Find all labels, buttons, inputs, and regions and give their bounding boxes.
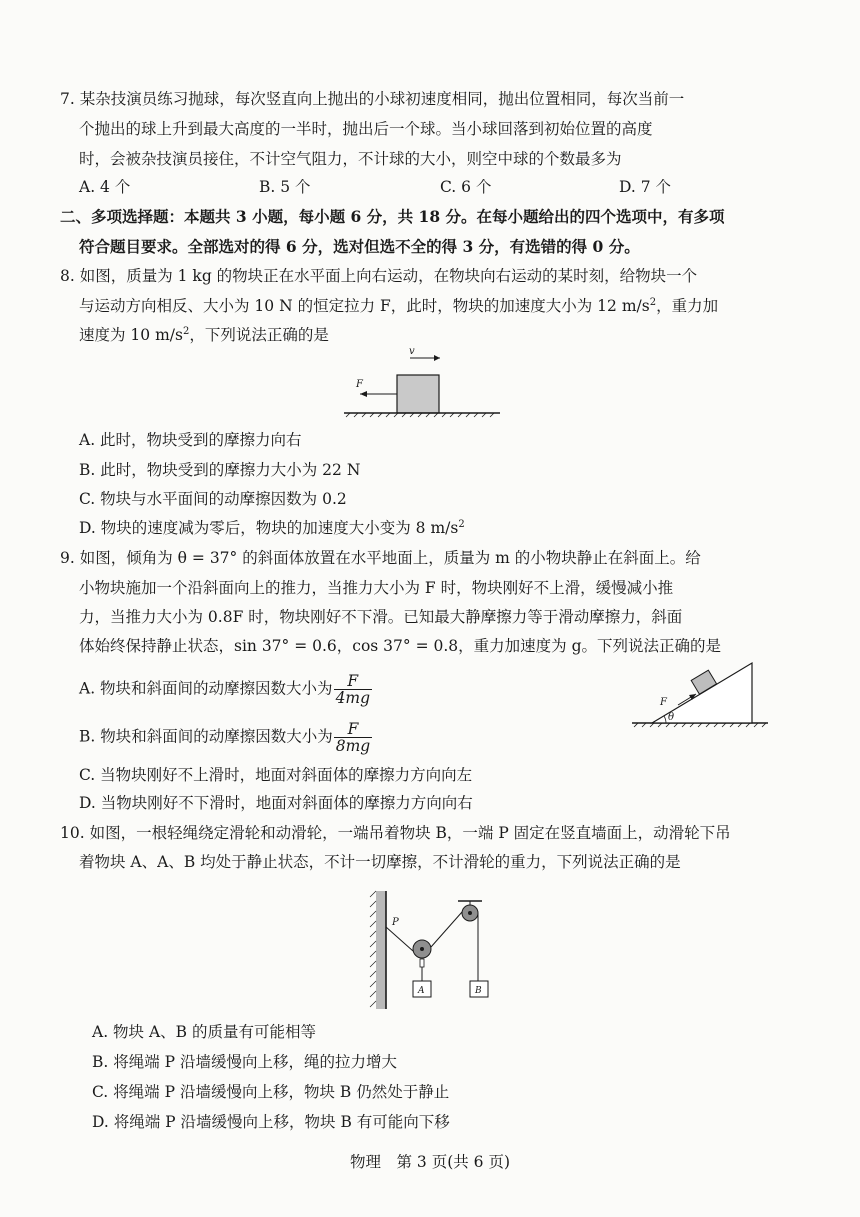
q7-stem-line-2: 个抛出的球上升到最大高度的一半时，抛出后一个球。当小球回落到初始位置的高度 xyxy=(79,120,653,138)
q10-point-p-label: P xyxy=(392,917,399,928)
q10-option-d: D. 将绳端 P 沿墙缓慢向上移，物块 B 有可能向下移 xyxy=(92,1113,450,1131)
q9-stem-line-3: 力，当推力大小为 0.8F 时，物块刚好不下滑。已知最大静摩擦力等于滑动摩擦力，斜面 xyxy=(79,608,683,626)
q8-force-label: F xyxy=(356,379,363,390)
q10-block-a-label: A xyxy=(418,986,425,996)
q10-option-a: A. 物块 A、B 的质量有可能相等 xyxy=(92,1023,316,1041)
q8-option-c: C. 物块与水平面间的动摩擦因数为 0.2 xyxy=(79,490,347,508)
q10-block-b-label: B xyxy=(475,986,482,996)
q9-angle-label: θ xyxy=(668,712,675,723)
q8-option-d: D. 物块的速度减为零后，物块的加速度大小变为 8 $m/s^2$ xyxy=(79,518,465,537)
q10-option-c: C. 将绳端 P 沿墙缓慢向上移，物块 B 仍然处于静止 xyxy=(92,1083,450,1101)
q8-stem-line-2: 与运动方向相反、大小为 10 N 的恒定拉力 F，此时，物块的加速度大小为 12 $m/s^2$，重力加 xyxy=(79,296,719,315)
q7-option-d: D. 7 个 xyxy=(619,178,672,196)
q7-stem-line-1: 7. 某杂技演员练习抛球，每次竖直向上抛出的小球初速度相同，抛出位置相同，每次当前一 xyxy=(60,90,685,108)
q10-option-b: B. 将绳端 P 沿墙缓慢向上移，绳的拉力增大 xyxy=(92,1053,398,1071)
q9-stem-line-4: 体始终保持静止状态，sin 37° = 0.6，cos 37° = 0.8，重力加速度为 g。下列说法正确的是 xyxy=(79,637,721,655)
q10-stem-line-2: 着物块 A、A、B 均处于静止状态，不计一切摩擦，不计滑轮的重力，下列说法正确的是 xyxy=(79,853,681,871)
q9-incline-figure xyxy=(630,660,770,736)
q10-pulley-figure xyxy=(370,885,510,1015)
q9-stem-line-2: 小物块施加一个沿斜面向上的推力，当推力大小为 F 时，物块刚好不上滑，缓慢减小推 xyxy=(79,579,674,597)
q9-stem-line-1: 9. 如图，倾角为 θ = 37° 的斜面体放置在水平地面上，质量为 m 的小物块静止在斜面上。给 xyxy=(60,549,701,567)
q9-force-label: F xyxy=(660,697,667,708)
q9-option-b: B. 物块和斜面间的动摩擦因数大小为 $\frac{F}{8mg}$ xyxy=(79,720,371,755)
q7-option-c: C. 6 个 xyxy=(440,178,492,196)
q9-option-a-fraction: $\frac{F}{4mg}$ xyxy=(335,672,371,707)
q7-stem-line-3: 时，会被杂技演员接住，不计空气阻力，不计球的大小，则空中球的个数最多为 xyxy=(79,150,622,168)
q8-stem-line-3: 速度为 10 $m/s^2$，下列说法正确的是 xyxy=(79,325,329,344)
q9-option-c: C. 当物块刚好不上滑时，地面对斜面体的摩擦力方向向左 xyxy=(79,766,473,784)
q8-stem-line-1: 8. 如图，质量为 1 kg 的物块正在水平面上向右运动，在物块向右运动的某时刻，给物块一个 xyxy=(60,267,698,285)
q8-option-b: B. 此时，物块受到的摩擦力大小为 22 N xyxy=(79,461,361,479)
q8-option-a: A. 此时，物块受到的摩擦力向右 xyxy=(79,431,302,449)
q8-velocity-label: v xyxy=(409,346,415,357)
q9-option-a: A. 物块和斜面间的动摩擦因数大小为 $\frac{F}{4mg}$ xyxy=(79,672,371,707)
section-2-heading-line-1: 二、多项选择题：本题共 3 小题，每小题 6 分，共 18 分。在每小题给出的四个选项中，有多项 xyxy=(60,207,725,226)
page-footer: 物理 第 3 页(共 6 页) xyxy=(349,1153,511,1171)
q7-option-a: A. 4 个 xyxy=(79,178,131,196)
q9-option-d: D. 当物块刚好不下滑时，地面对斜面体的摩擦力方向向右 xyxy=(79,794,473,812)
q8-block-on-ground-figure xyxy=(340,345,510,425)
q9-option-b-fraction: $\frac{F}{8mg}$ xyxy=(335,720,371,755)
section-2-heading-line-2: 符合题目要求。全部选对的得 6 分，选对但选不全的得 3 分，有选错的得 0 分。 xyxy=(79,237,640,256)
q10-stem-line-1: 10. 如图，一根轻绳绕定滑轮和动滑轮，一端吊着物块 B，一端 P 固定在竖直墙面上，动滑轮下吊 xyxy=(60,824,731,842)
q7-option-b: B. 5 个 xyxy=(259,178,311,196)
